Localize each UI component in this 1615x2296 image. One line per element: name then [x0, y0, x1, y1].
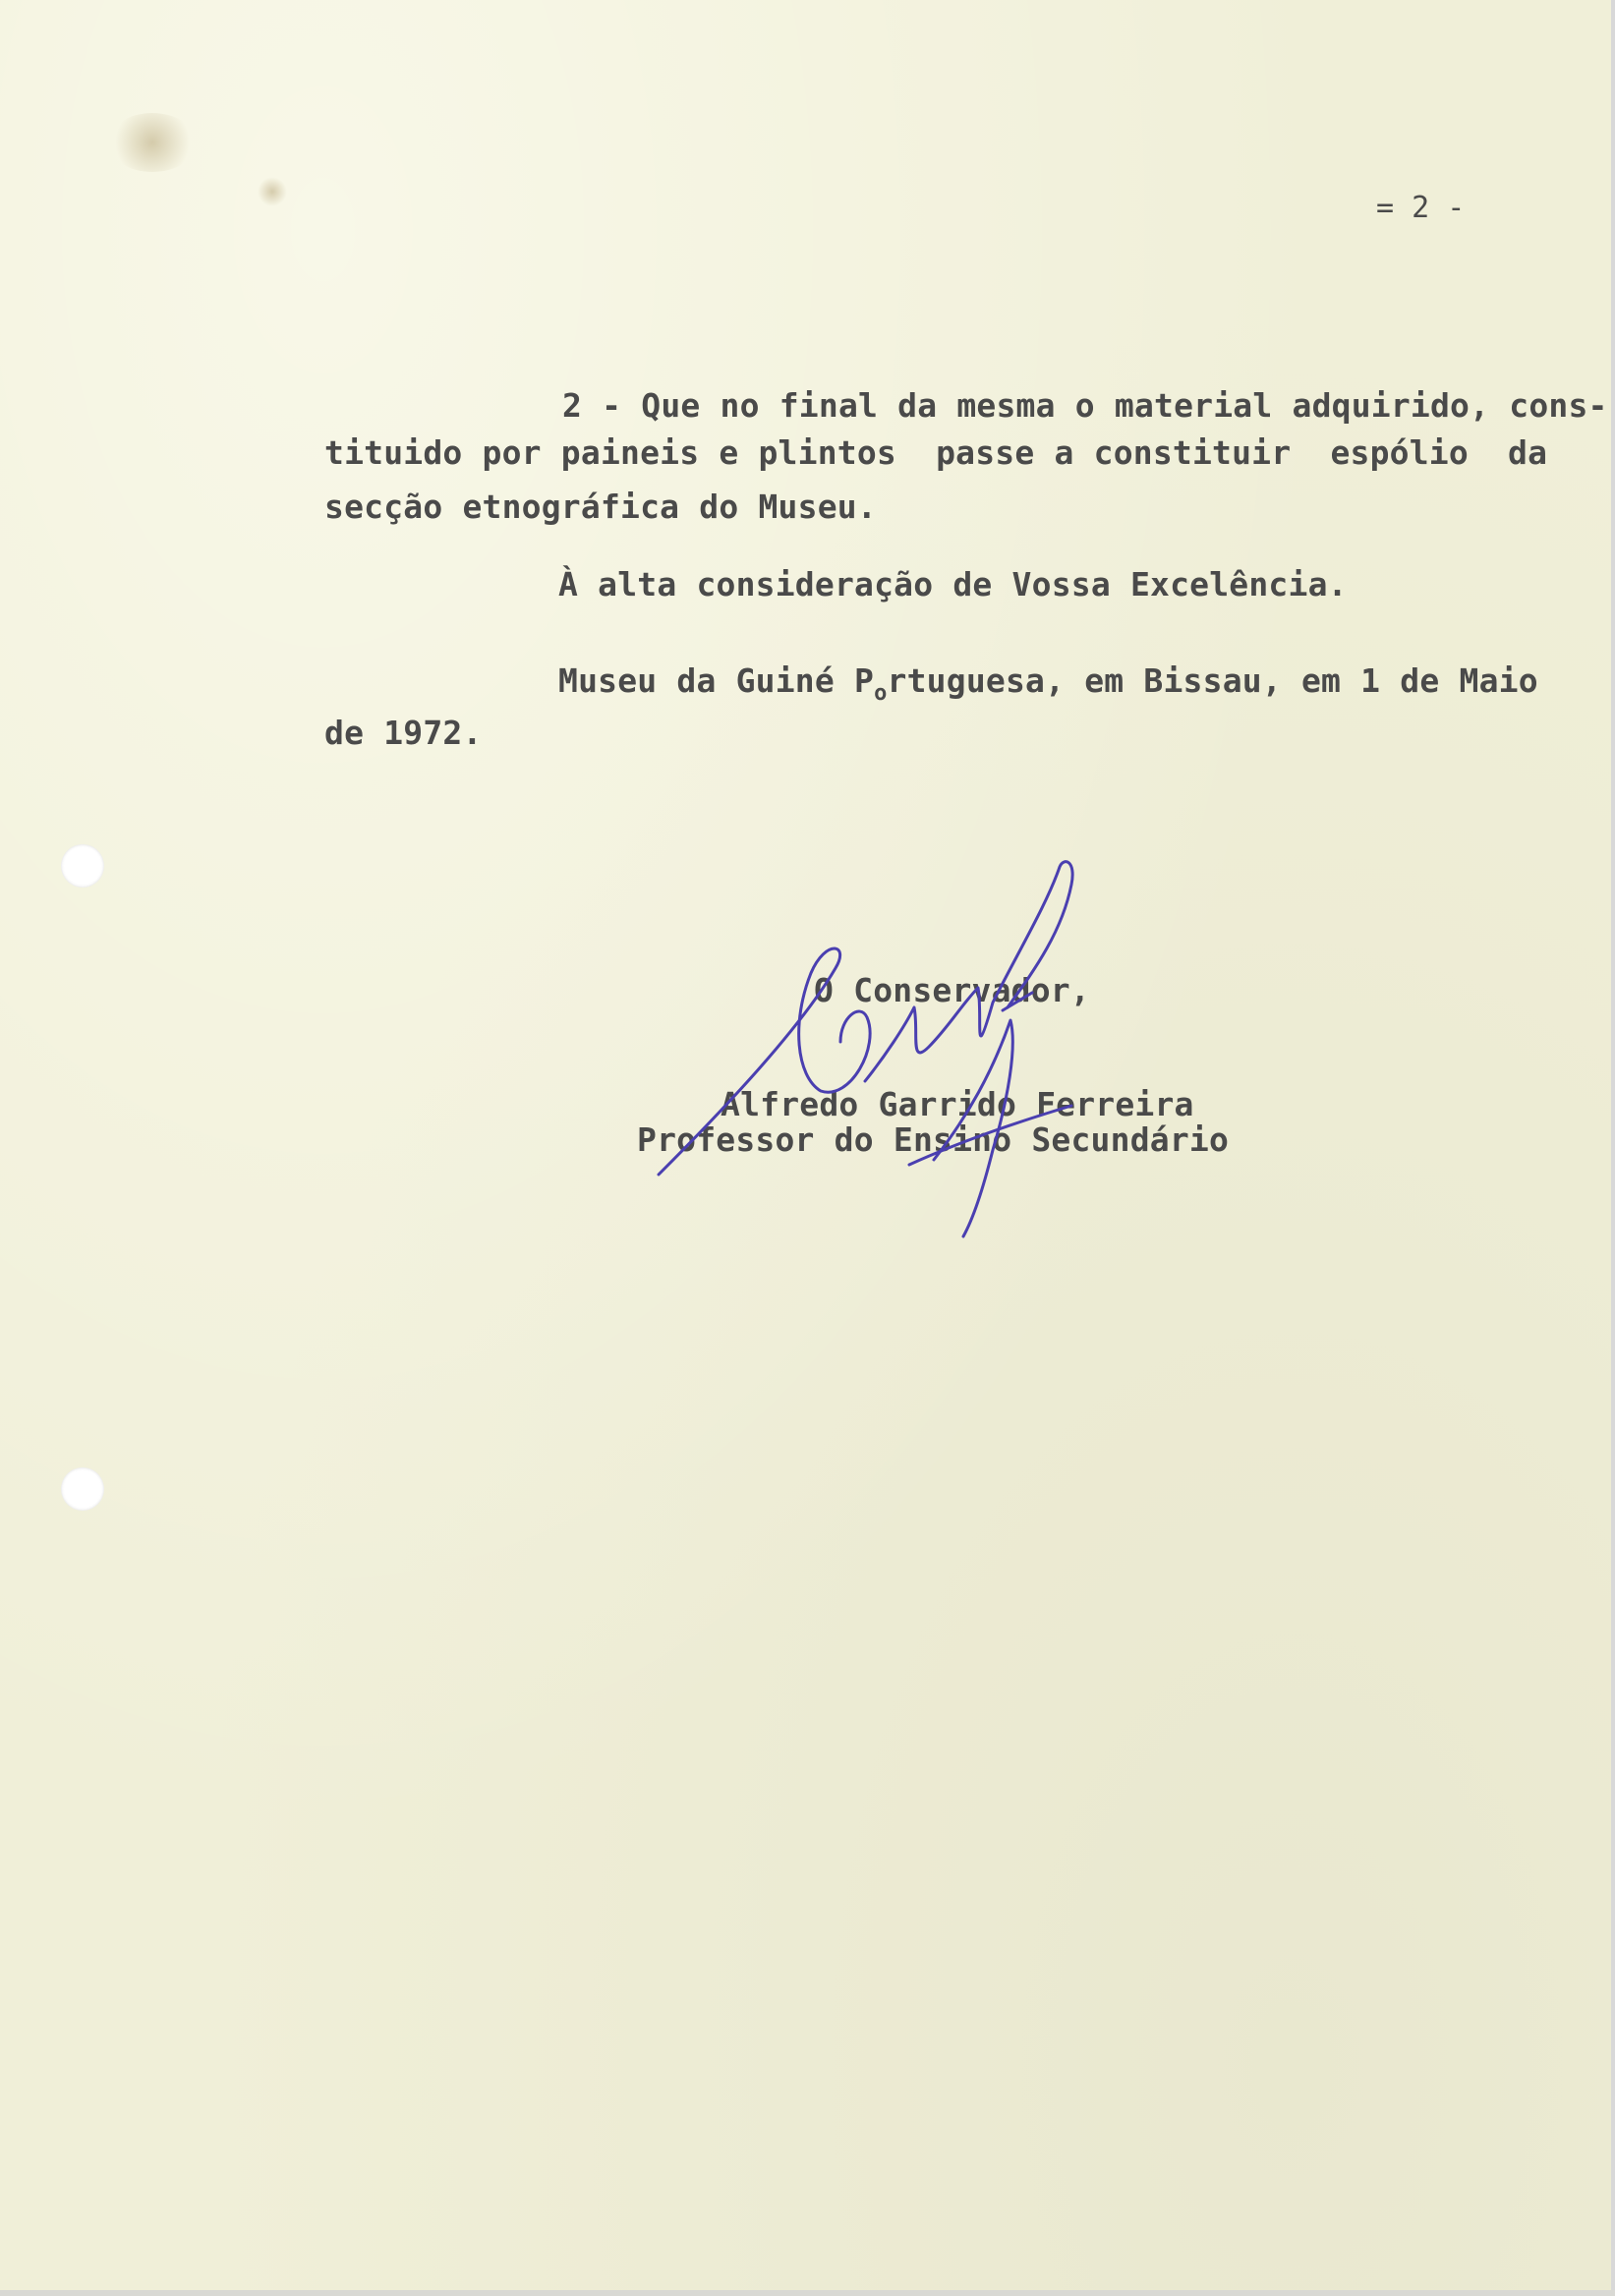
punch-hole-top [61, 844, 104, 888]
page-number: = 2 - [1376, 191, 1466, 225]
handwritten-signature [639, 845, 1189, 1258]
signatory-role: O Conservador, [814, 971, 1090, 1009]
paper-stain [108, 113, 197, 172]
paragraph-2-line-1: 2 - Que no final da mesma o material adquirido, cons- [562, 386, 1608, 425]
place-date-line-2: de 1972. [324, 714, 483, 752]
page-edge-bottom [0, 2290, 1615, 2296]
paper-stain [258, 177, 287, 206]
punch-hole-bottom [61, 1467, 104, 1511]
closing-line: À alta consideração de Vossa Excelência. [558, 565, 1348, 603]
place-date-suffix: rtuguesa, em Bissau, em 1 de Maio [887, 661, 1538, 700]
signatory-title: Professor do Ensino Secundário [637, 1120, 1230, 1159]
place-date-line-1 [558, 661, 1538, 714]
signatory-name: Alfredo Garrido Ferreira [721, 1085, 1194, 1123]
place-date-prefix: Museu da Guiné P [558, 661, 875, 700]
place-date-subscript: o [874, 681, 888, 706]
page-edge-right [1611, 0, 1615, 2296]
paragraph-2-line-3: secção etnográfica do Museu. [324, 488, 877, 526]
paragraph-2-line-2: tituido por paineis e plintos passe a constituir espólio da [324, 433, 1548, 472]
